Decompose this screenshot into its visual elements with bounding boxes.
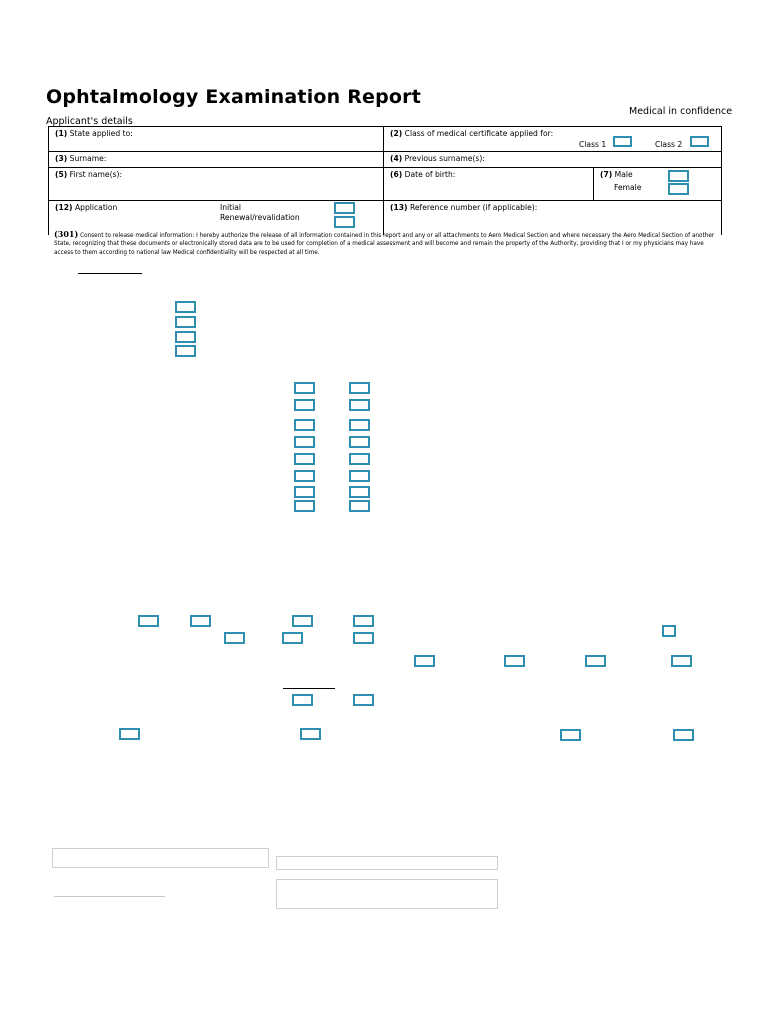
checkbox[interactable] xyxy=(294,500,315,512)
checkbox[interactable] xyxy=(294,486,315,498)
field-number: (4) xyxy=(390,154,403,163)
field-number: (1) xyxy=(55,129,68,138)
checkbox[interactable] xyxy=(349,470,370,482)
field-first-names[interactable] xyxy=(49,168,384,201)
checkbox[interactable] xyxy=(175,345,196,357)
field-date-of-birth[interactable] xyxy=(384,168,594,201)
checkbox[interactable] xyxy=(349,419,370,431)
checkbox[interactable] xyxy=(138,615,159,627)
checkbox[interactable] xyxy=(190,615,211,627)
field-number: (7) xyxy=(600,170,613,179)
field-surname[interactable] xyxy=(49,152,384,168)
female-label: Female xyxy=(614,183,642,192)
field-label: Reference number (if applicable): xyxy=(409,203,538,212)
signature-underline xyxy=(78,273,142,274)
field-label: State applied to: xyxy=(69,129,133,138)
consent-text: Consent to release medical information: I hereby authorize the release of all information contained in this report and any or all attachments to Aero Medical Section and where necessary the Aero Medical Section of another State, recognizing that these documents or electronically stored data are to be used for completion of a medical assessment and will become and remain the property of the Authority, providing that I or my physicians may have access to them according to national law Medical confidentiality will be respected at all time. xyxy=(54,233,715,256)
field-underline xyxy=(283,688,335,689)
applicant-details-table xyxy=(48,126,722,235)
field-number: (13) xyxy=(390,203,408,212)
section-label-applicant: Applicant's details xyxy=(46,116,133,127)
field-label: Class of medical certificate applied for: xyxy=(404,129,554,138)
consent-number: (301) xyxy=(54,229,79,239)
checkbox[interactable] xyxy=(353,615,374,627)
checkbox[interactable] xyxy=(349,436,370,448)
checkbox[interactable] xyxy=(224,632,245,644)
checkbox[interactable] xyxy=(349,486,370,498)
renewal-label: Renewal/revalidation xyxy=(220,213,300,222)
field-label: First name(s): xyxy=(69,170,123,179)
checkbox[interactable] xyxy=(353,632,374,644)
field-label: Application xyxy=(74,203,118,212)
checkbox[interactable] xyxy=(662,625,676,637)
field-label: Previous surname(s): xyxy=(404,154,485,163)
checkbox[interactable] xyxy=(175,301,196,313)
confidentiality-note: Medical in confidence xyxy=(629,106,733,117)
checkbox[interactable] xyxy=(294,419,315,431)
male-label: Male xyxy=(614,170,633,179)
field-number: (2) xyxy=(390,129,403,138)
field-label: Date of birth: xyxy=(404,170,456,179)
checkbox[interactable] xyxy=(504,655,525,667)
field-label: Surname: xyxy=(69,154,107,163)
checkbox[interactable] xyxy=(175,316,196,328)
renewal-checkbox[interactable] xyxy=(334,216,355,228)
checkbox[interactable] xyxy=(282,632,303,644)
class-2-checkbox[interactable] xyxy=(690,136,709,147)
checkbox[interactable] xyxy=(294,453,315,465)
field-state-applied[interactable] xyxy=(49,127,384,152)
checkbox[interactable] xyxy=(353,694,374,706)
field-number: (3) xyxy=(55,154,68,163)
checkbox[interactable] xyxy=(349,382,370,394)
checkbox[interactable] xyxy=(294,399,315,411)
field-certificate-class xyxy=(384,127,722,152)
initial-label: Initial xyxy=(220,203,242,212)
checkbox[interactable] xyxy=(175,331,196,343)
field-gender xyxy=(594,168,722,201)
page-title: Ophtalmology Examination Report xyxy=(46,86,422,108)
field-number: (6) xyxy=(390,170,403,179)
stamp-input-box[interactable] xyxy=(276,879,498,909)
checkbox[interactable] xyxy=(292,615,313,627)
field-number: (5) xyxy=(55,170,68,179)
checkbox[interactable] xyxy=(349,399,370,411)
female-checkbox[interactable] xyxy=(668,183,689,195)
class-1-label: Class 1 xyxy=(579,140,607,149)
checkbox[interactable] xyxy=(671,655,692,667)
checkbox[interactable] xyxy=(560,729,581,741)
checkbox[interactable] xyxy=(300,728,321,740)
name-input-box[interactable] xyxy=(276,856,498,870)
checkbox[interactable] xyxy=(585,655,606,667)
field-previous-surname[interactable] xyxy=(384,152,722,168)
checkbox[interactable] xyxy=(414,655,435,667)
class-2-label: Class 2 xyxy=(655,140,683,149)
field-number: (12) xyxy=(55,203,73,212)
class-1-checkbox[interactable] xyxy=(613,136,632,147)
date-underline xyxy=(54,896,165,897)
checkbox[interactable] xyxy=(294,382,315,394)
checkbox[interactable] xyxy=(292,694,313,706)
checkbox[interactable] xyxy=(119,728,140,740)
checkbox[interactable] xyxy=(294,470,315,482)
male-checkbox[interactable] xyxy=(668,170,689,182)
checkbox[interactable] xyxy=(294,436,315,448)
checkbox[interactable] xyxy=(673,729,694,741)
consent-statement xyxy=(54,230,718,257)
initial-checkbox[interactable] xyxy=(334,202,355,214)
signature-input-box[interactable] xyxy=(52,848,269,868)
checkbox[interactable] xyxy=(349,500,370,512)
checkbox[interactable] xyxy=(349,453,370,465)
